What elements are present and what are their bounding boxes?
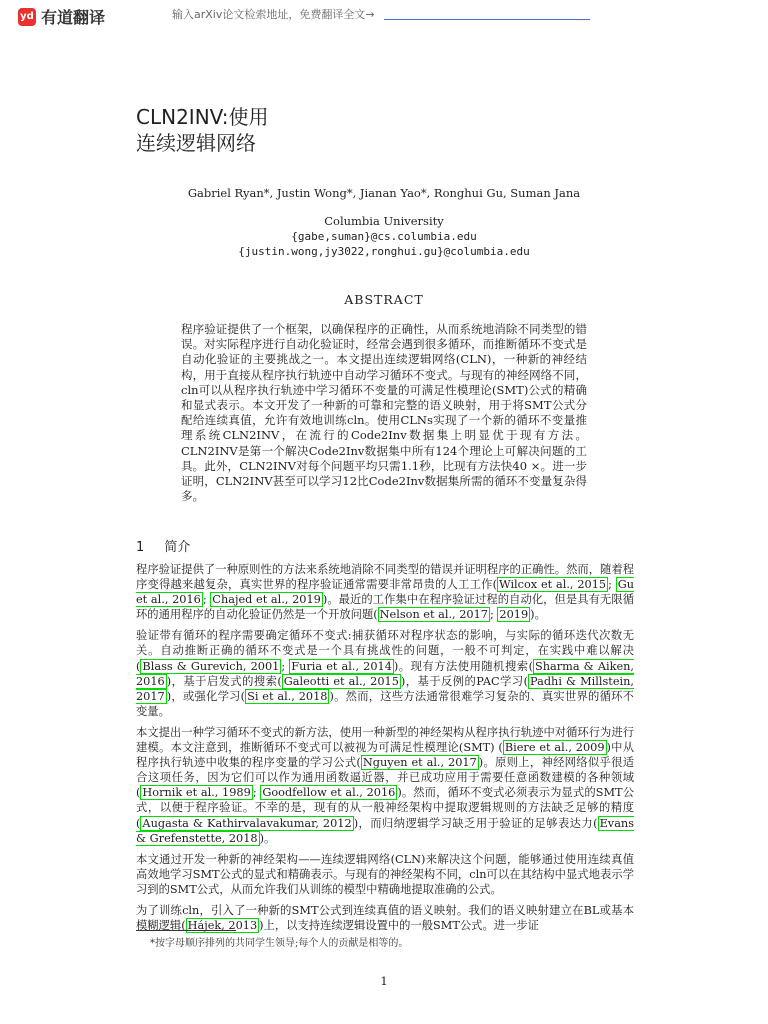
- text-run: )。最近的工作集中在程序验证过程的自动化，但是具有无限循环的通用程序的自动化验证仍然是一个开放问题(: [136, 593, 634, 622]
- footnote-rule: [136, 930, 236, 931]
- affiliation-block: [0, 214, 768, 259]
- section-number: 1: [136, 540, 145, 555]
- paragraph-4: 本文通过开发一种新的神经架构——连续逻辑网络(CLN)来解决这个问题，能够通过使用连续真值高效地学习SMT公式的显式和精确表示。与现有的神经架构不同，cln可以在其结构中显式地表示学习到的SMT公式，从而允许我们从训练的模型中精确地提取准确的公式。: [136, 852, 634, 896]
- text-run: )，基于反例的PAC学习(: [400, 674, 528, 688]
- text-run: )。: [259, 831, 276, 845]
- citation-link[interactable]: Gu et al., 2016: [136, 578, 634, 607]
- text-run: )中从程序执行轨迹中收集的程序变量的学习公式(: [136, 741, 634, 770]
- citation-link[interactable]: Nguyen et al., 2017: [362, 756, 477, 770]
- text-run: ;: [490, 608, 498, 622]
- section-heading: [136, 536, 206, 555]
- top-bar: [0, 0, 768, 30]
- email-line-2: {justin.wong,jy3022,ronghui.gu}@columbia.edu: [238, 245, 530, 258]
- title-line-1: CLN2INV:使用: [136, 105, 269, 129]
- citation-link[interactable]: Biere et al., 2009: [504, 741, 605, 755]
- affiliation: Columbia University: [324, 214, 444, 228]
- citation-link[interactable]: 2019: [499, 608, 529, 622]
- citation-link[interactable]: Goodfellow et al., 2016: [262, 786, 396, 800]
- text-run: )。然而，循环不变式必须表示为显式的SMT公式，以便于程序验证。不幸的是，现有的从一般神经架构中提取逻辑规则的方法缺乏足够的精度(: [136, 786, 634, 830]
- citation-link[interactable]: Wilcox et al., 2015: [499, 578, 607, 592]
- citation-link[interactable]: Hornik et al., 1989: [142, 786, 251, 800]
- text-run: )，或强化学习(: [166, 689, 246, 703]
- text-run: )。现有方法使用随机搜索(: [393, 659, 533, 673]
- text-run: )上，以支持连续逻辑设置中的一般SMT公式。进一步证: [259, 919, 539, 933]
- abstract-text: 程序验证提供了一个框架，以确保程序的正确性，从而系统地消除不同类型的错误。对实际程序进行自动化验证时，经常会遇到很多循环，而推断循环不变式是自动化验证的主要挑战之一。本文提出连续逻辑网络(CLN)，一种新的神经结构，用于直接从程序执行轨迹中自动学习循环不变式。与现有的神经网络不同，cln可以从程序执行轨迹中学习循环不变量的可满足性模理论(SMT)公式的精确和显式表示。本文开发了一种新的可靠和完整的语义映射，用于将SMT公式分配给连续真值，允许有效地训练cln。使用CLNs实现了一个新的循环不变量推理系统CLN2INV，在流行的Code2Inv数据集上明显优于现有方法。CLN2INV是第一个解决Code2Inv数据集中所有124个理论上可解决问题的工具。此外，CLN2INV对每个问题平均只需1.1秒，比现有方法快40 ×。进一步证明，CLN2INV甚至可以学习12比Code2Inv数据集所需的循环不变量复杂得多。: [181, 322, 587, 504]
- citation-link[interactable]: Si et al., 2018: [247, 689, 328, 703]
- text-run: 验证带有循环的程序需要确定循环不变式:捕获循环对程序状态的影响，与实际的循环迭代次数无关。自动推断正确的循环不变式是一个具有挑战性的问题，一般不可判定，在实践中难以解决(: [136, 629, 634, 673]
- text-run: 本文提出一种学习循环不变式的新方法，使用一种新型的神经架构从程序执行轨迹中对循环行为进行建模。本文注意到，推断循环不变式可以被视为可满足性模理论(SMT) (: [136, 725, 634, 755]
- text-run: )。然而，这些方法通常很难学习复杂的、真实世界的循环不变量。: [136, 689, 634, 718]
- youdao-logo[interactable]: [18, 5, 105, 28]
- citation-link[interactable]: Padhi & Millstein, 2017: [136, 674, 634, 703]
- citation-link[interactable]: Furia et al., 2014: [291, 659, 392, 673]
- abstract-heading: ABSTRACT: [344, 292, 424, 307]
- citation-link[interactable]: Augasta & Kathirvalavakumar, 2012: [142, 816, 352, 830]
- page-number: 1: [380, 974, 388, 988]
- text-run: ;: [252, 786, 261, 800]
- text-run: 程序验证提供了一种原则性的方法来系统地消除不同类型的错误并证明程序的正确性。然而，随着程序变得越来越复杂，真实世界的程序验证通常需要非常昂贵的人工工作(: [136, 563, 634, 592]
- citation-link[interactable]: Nelson et al., 2017: [379, 608, 488, 622]
- search-hint: 输入arXiv论文检索地址，免费翻译全文→: [172, 8, 375, 21]
- footnote: *按字母顺序排列的共同学生领导;每个人的贡献是相等的。: [150, 938, 409, 949]
- body-text: [136, 562, 634, 939]
- text-run: ;: [202, 593, 211, 607]
- title-line-2: 连续逻辑网络: [136, 131, 256, 155]
- text-run: )，而归纳逻辑学习缺乏用于验证的足够表达力(: [353, 816, 598, 830]
- paper-title: [136, 104, 536, 156]
- section-title: 简介: [164, 540, 191, 555]
- text-run: ;: [281, 659, 290, 673]
- arxiv-url-input[interactable]: [384, 5, 590, 20]
- citation-link[interactable]: Blass & Gurevich, 2001: [142, 659, 280, 673]
- youdao-logo-icon: yd: [18, 8, 36, 26]
- text-run: )。: [530, 608, 546, 622]
- citation-link[interactable]: Hájek, 2013: [187, 919, 258, 933]
- text-run: )。原则上，神经网络似乎很适合这项任务，因为它们可以作为通用函数逼近器，并已成功应用于需要任意函数建模的各种领域(: [136, 756, 634, 800]
- paragraph-5: [136, 903, 634, 933]
- text-run: )，基于启发式的搜索(: [166, 674, 282, 688]
- paragraph-1: [136, 562, 634, 622]
- paragraph-3: [136, 725, 634, 846]
- logo-text: 有道翻译: [41, 8, 106, 27]
- author-list: Gabriel Ryan*, Justin Wong*, Jianan Yao*, Ronghui Gu, Suman Jana: [187, 186, 581, 200]
- citation-link[interactable]: Sharma & Aiken, 2016: [136, 659, 634, 688]
- citation-link[interactable]: Evans & Grefenstette, 2018: [136, 816, 634, 845]
- citation-link[interactable]: Chajed et al., 2019: [212, 593, 321, 607]
- paragraph-2: [136, 628, 634, 719]
- text-run: ;: [608, 578, 616, 592]
- citation-link[interactable]: Galeotti et al., 2015: [283, 674, 399, 688]
- text-run: 为了训练cln，引入了一种新的SMT公式到连续真值的语义映射。我们的语义映射建立在BL或基本模糊逻辑(: [136, 903, 634, 933]
- email-line-1: {gabe,suman}@cs.columbia.edu: [291, 230, 477, 243]
